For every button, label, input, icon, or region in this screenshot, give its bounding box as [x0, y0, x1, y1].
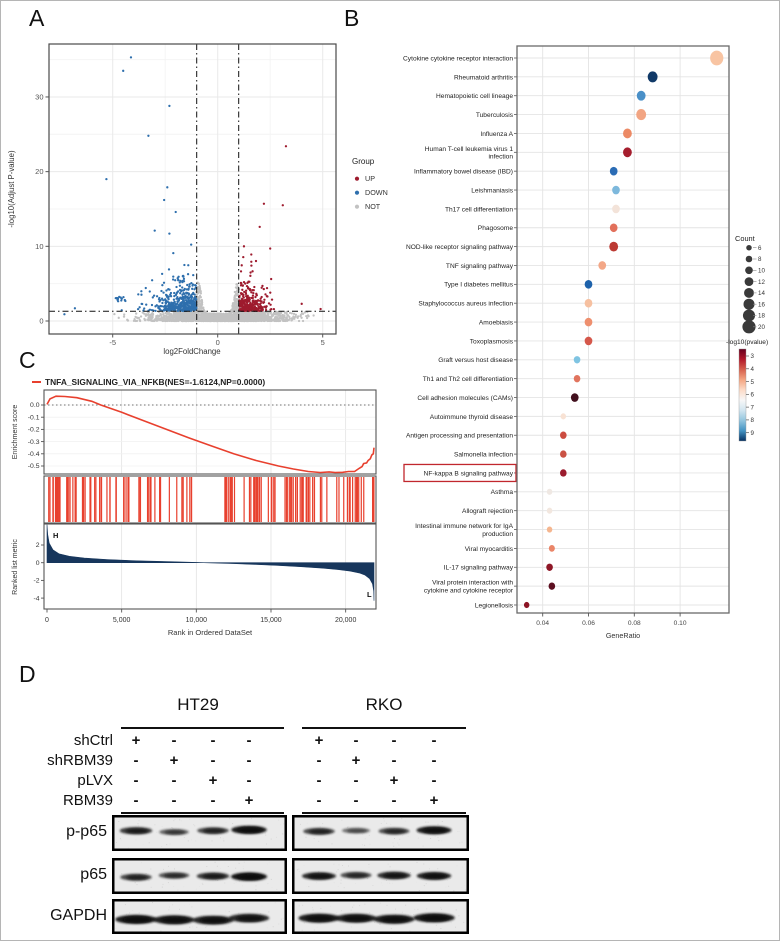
- count-legend-value: 18: [758, 312, 765, 320]
- condition-label-rbm39: RBM39: [62, 792, 113, 809]
- condition-sign: -: [353, 732, 359, 749]
- es-ytick: -0.5: [27, 463, 40, 471]
- condition-label-shctrl: shCtrl: [73, 732, 113, 749]
- condition-sign: -: [391, 752, 397, 769]
- blot-gapdh-rko: [292, 899, 469, 934]
- pathway-label: Hematopoietic cell lineage: [436, 93, 513, 101]
- volcano-xtick: -5: [109, 338, 117, 347]
- count-legend-value: 6: [758, 244, 762, 252]
- pathway-label: Tuberculosis: [475, 111, 513, 119]
- blot-p-p65-ht29: [112, 815, 287, 851]
- dotplot-xtick: 0.04: [536, 620, 550, 627]
- high-end-label: H: [53, 531, 59, 540]
- condition-sign: +: [314, 732, 324, 749]
- condition-sign: +: [389, 772, 399, 789]
- condition-sign: -: [316, 752, 322, 769]
- pathway-label: NF-kappa B signaling pathway: [423, 470, 513, 478]
- protein-label-p65: p65: [80, 866, 107, 883]
- condition-sign: -: [133, 752, 139, 769]
- rank-ytick: 2: [35, 542, 40, 550]
- legend-label-down: DOWN: [365, 188, 388, 197]
- volcano-ytick: 30: [35, 92, 44, 102]
- condition-sign: -: [171, 732, 177, 749]
- count-legend-value: 8: [758, 256, 762, 264]
- panel-b-label: B: [344, 5, 360, 31]
- pathway-label: Amoebiasis: [478, 319, 513, 327]
- pathway-label: Graft versus host disease: [438, 357, 513, 365]
- dotplot-xtick: 0.10: [673, 620, 687, 627]
- dotplot-xtick: 0.06: [582, 620, 595, 627]
- pathway-label: IL-17 signaling pathway: [443, 564, 513, 572]
- pathway-label: Cell adhesion molecules (CAMs): [417, 394, 513, 402]
- count-legend-value: 14: [758, 290, 765, 298]
- colorbar-title: -log10(pvalue): [726, 339, 769, 346]
- panel-c-label: C: [19, 347, 36, 373]
- volcano-xtick: 5: [320, 338, 325, 347]
- condition-sign: +: [429, 792, 439, 809]
- dotplot-xtick: 0.08: [627, 620, 641, 627]
- condition-sign: -: [210, 732, 216, 749]
- pathway-label: Staphylococcus aureus infection: [418, 300, 513, 308]
- condition-sign: -: [316, 772, 322, 789]
- pathway-label: Legionellosis: [474, 602, 513, 610]
- western-blot-panel: [1, 1, 780, 941]
- blot-p-p65-rko: [292, 815, 469, 851]
- count-legend-value: 12: [758, 278, 765, 286]
- colorbar-tick: 6: [750, 391, 754, 399]
- blot-gapdh-ht29: [112, 899, 287, 934]
- condition-sign: -: [391, 732, 397, 749]
- condition-sign: -: [171, 772, 177, 789]
- pathway-label: TNF signaling pathway: [445, 262, 513, 270]
- blot-p65-ht29: [112, 858, 287, 894]
- colorbar-tick: 5: [750, 378, 754, 386]
- gsea-xlabel: Rank in Ordered DataSet: [167, 628, 253, 637]
- legend-label-not: NOT: [365, 202, 381, 211]
- gsea-xtick: 20,000: [334, 617, 357, 624]
- pathway-label: Cytokine cytokine receptor interaction: [403, 55, 513, 63]
- es-ytick: -0.3: [27, 438, 40, 446]
- cell-line-header-ht29: HT29: [177, 695, 219, 714]
- condition-sign: +: [169, 752, 179, 769]
- condition-sign: +: [351, 752, 361, 769]
- condition-sign: -: [431, 772, 437, 789]
- volcano-legend-title: Group: [352, 157, 375, 166]
- condition-label-plvx: pLVX: [77, 772, 113, 789]
- condition-sign: -: [391, 792, 397, 809]
- condition-sign: -: [246, 772, 252, 789]
- pathway-label: Type I diabetes mellitus: [444, 281, 513, 289]
- count-legend-title: Count: [735, 234, 755, 243]
- pathway-label: Inflammatory bowel disease (IBD): [414, 168, 513, 176]
- condition-sign: -: [353, 792, 359, 809]
- pathway-label: Viral myocarditis: [464, 545, 513, 553]
- gsea-title: TNFA_SIGNALING_VIA_NFKB(NES=-1.6124,NP=0.0000): [45, 377, 266, 387]
- rank-ytick: -4: [33, 595, 40, 603]
- pathway-label: Th1 and Th2 cell differentiation: [422, 376, 513, 384]
- colorbar-tick: 3: [750, 353, 754, 361]
- low-end-label: L: [367, 590, 372, 599]
- pathway-label: Phagosome: [477, 225, 513, 233]
- condition-sign: -: [133, 772, 139, 789]
- pathway-label: Autoimmune thyroid disease: [429, 413, 513, 421]
- colorbar-tick: 7: [750, 404, 754, 412]
- gsea-xtick: 10,000: [185, 617, 208, 624]
- count-legend-value: 20: [758, 324, 765, 331]
- pathway-label: Antigen processing and presentation: [405, 432, 513, 440]
- pathway-label: Human T-cell leukemia virus 1 infection: [424, 145, 513, 161]
- rank-ylabel: Ranked list metric: [12, 539, 19, 595]
- panel-a-label: A: [29, 5, 45, 31]
- es-ylabel: Enrichment score: [12, 404, 19, 460]
- es-ytick: -0.2: [27, 426, 40, 434]
- pathway-label: NOD-like receptor signaling pathway: [405, 244, 513, 252]
- blot-p65-rko: [292, 858, 469, 894]
- dotplot-xlabel: GeneRatio: [605, 631, 641, 640]
- es-ytick: 0.0: [30, 402, 40, 410]
- panel-d-label: D: [19, 661, 36, 687]
- condition-sign: +: [244, 792, 254, 809]
- condition-sign: -: [210, 792, 216, 809]
- rank-ytick: 0: [35, 559, 40, 567]
- cell-line-header-rko: RKO: [365, 695, 403, 714]
- condition-label-shrbm39: shRBM39: [47, 752, 113, 769]
- volcano-ytick: 10: [35, 241, 44, 251]
- gsea-xtick: 0: [45, 617, 49, 624]
- volcano-ytick: 20: [35, 167, 44, 177]
- rank-ytick: -2: [33, 577, 40, 585]
- colorbar-tick: 9: [750, 429, 754, 437]
- condition-underline: [302, 812, 466, 814]
- volcano-xtick: 0: [215, 338, 220, 347]
- condition-sign: -: [431, 752, 437, 769]
- condition-sign: -: [133, 792, 139, 809]
- count-legend-value: 16: [758, 301, 765, 309]
- colorbar-tick: 4: [750, 365, 754, 373]
- colorbar-tick: 8: [750, 417, 754, 425]
- condition-sign: -: [171, 792, 177, 809]
- pathway-label: Toxoplasmosis: [469, 338, 513, 346]
- pathway-label: Th17 cell differentiation: [444, 206, 513, 214]
- legend-label-up: UP: [365, 174, 375, 183]
- condition-sign: -: [246, 752, 252, 769]
- pathway-label: Allograft rejection: [462, 508, 513, 516]
- pathway-label: Influenza A: [480, 130, 513, 138]
- pathway-label: Salmonella infection: [453, 451, 513, 459]
- volcano-xlabel: log2FoldChange: [163, 347, 221, 356]
- pathway-label: Leishmaniasis: [471, 187, 513, 195]
- condition-sign: -: [316, 792, 322, 809]
- protein-label-p-p65: p-p65: [66, 823, 107, 840]
- volcano-ylabel: -log10(Adjust P-value): [7, 150, 16, 228]
- volcano-ytick: 0: [39, 316, 44, 326]
- gsea-xtick: 5,000: [112, 617, 131, 624]
- pathway-label: Intestinal immune network for IgA production: [415, 523, 513, 538]
- header-underline: [302, 727, 466, 729]
- condition-sign: -: [353, 772, 359, 789]
- pathway-label: Viral protein interaction with cytokine and cytokine receptor: [423, 579, 513, 595]
- condition-sign: -: [431, 732, 437, 749]
- protein-label-gapdh: GAPDH: [50, 907, 107, 924]
- gsea-xtick: 15,000: [260, 617, 282, 624]
- condition-sign: -: [210, 752, 216, 769]
- condition-sign: +: [131, 732, 141, 749]
- pathway-label: Asthma: [490, 489, 513, 497]
- condition-underline: [121, 812, 284, 814]
- header-underline: [121, 727, 284, 729]
- count-legend-value: 10: [758, 267, 765, 275]
- condition-sign: -: [246, 732, 252, 749]
- es-ytick: -0.4: [27, 451, 40, 458]
- es-ytick: -0.1: [27, 414, 40, 422]
- condition-sign: +: [208, 772, 218, 789]
- pathway-label: Rheumatoid arthritis: [453, 74, 513, 82]
